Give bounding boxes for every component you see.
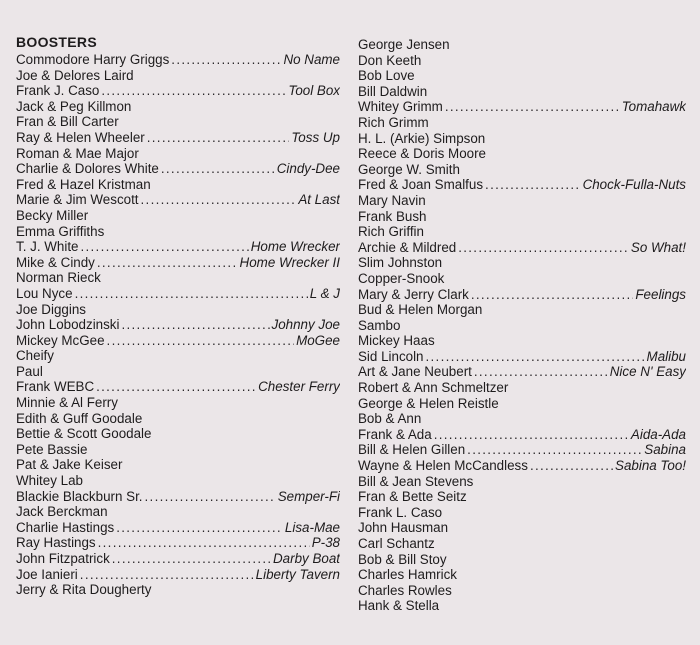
booster-name: Fran & Bette Seitz <box>358 489 467 505</box>
booster-entry <box>16 208 340 224</box>
booster-name: Pete Bassie <box>16 441 88 457</box>
booster-entry <box>16 504 340 520</box>
dot-leader <box>141 192 297 208</box>
boat-name: Aida-Ada <box>630 426 686 442</box>
booster-entry <box>358 505 686 521</box>
booster-entry <box>16 379 340 395</box>
booster-name: Rich Griffin <box>358 224 424 240</box>
booster-name: Bud & Helen Morgan <box>358 302 483 318</box>
booster-entry <box>358 583 686 599</box>
booster-entry <box>358 318 686 334</box>
booster-name: Bill Daldwin <box>358 83 428 99</box>
booster-name: John Fitzpatrick <box>16 551 110 566</box>
dot-leader <box>471 287 634 303</box>
booster-entry <box>358 552 686 568</box>
booster-entry <box>358 598 686 614</box>
booster-entry <box>358 68 686 84</box>
booster-entry <box>358 396 686 412</box>
booster-entry <box>358 146 686 162</box>
booster-entry <box>358 427 686 443</box>
booster-name: Wayne & Helen McCandless <box>358 458 528 474</box>
booster-entry <box>16 68 340 84</box>
booster-entry <box>16 99 340 115</box>
booster-name: Charles Rowles <box>358 582 452 598</box>
boat-name: MoGee <box>296 332 340 348</box>
booster-entry <box>358 84 686 100</box>
boat-name: No Name <box>283 52 340 67</box>
dot-leader <box>116 520 283 536</box>
booster-name: Minnie & Al Ferry <box>16 395 118 411</box>
booster-entry <box>16 551 340 567</box>
dot-leader <box>530 458 613 474</box>
boat-name: Feelings <box>635 286 686 302</box>
section-title: BOOSTERS <box>16 34 97 50</box>
booster-entry <box>16 255 340 271</box>
booster-name: Joe Ianieri <box>16 566 78 582</box>
boat-name: Johnny Joe <box>271 317 340 333</box>
booster-name: Mary & Jerry Clark <box>358 286 469 302</box>
booster-entry <box>16 52 340 68</box>
booster-name: Bill & Helen Gillen <box>358 442 466 458</box>
booster-entry <box>16 426 340 442</box>
booster-entry <box>358 224 686 240</box>
boat-name: P-38 <box>311 535 340 551</box>
booster-entry <box>358 333 686 349</box>
booster-name: Copper-Snook <box>358 270 445 286</box>
booster-entry <box>358 287 686 303</box>
booster-name: Art & Jane Neubert <box>358 364 472 380</box>
booster-entry <box>16 442 340 458</box>
booster-name: Mike & Cindy <box>16 254 95 270</box>
boat-name: Darby Boat <box>273 551 340 566</box>
booster-entry <box>358 193 686 209</box>
booster-name: Jack Berckman <box>16 504 108 520</box>
booster-name: Paul <box>16 363 43 379</box>
boat-name: Malibu <box>646 348 686 364</box>
booster-entry <box>358 115 686 131</box>
boat-name: Chock-Fulla-Nuts <box>582 177 686 193</box>
booster-entry <box>358 240 686 256</box>
booster-name: Frank L. Caso <box>358 504 443 520</box>
booster-name: Hank & Stella <box>358 598 440 614</box>
booster-entry <box>16 224 340 240</box>
booster-entry <box>16 582 340 598</box>
booster-entry <box>16 333 340 349</box>
booster-name: Mickey McGee <box>16 332 105 348</box>
booster-name: Frank WEBC <box>16 379 95 395</box>
booster-entry <box>16 567 340 583</box>
booster-entry <box>16 457 340 473</box>
booster-entry <box>16 411 340 427</box>
boat-name: Liberty Tavern <box>255 566 340 582</box>
booster-entry <box>16 270 340 286</box>
dot-leader <box>145 489 276 505</box>
booster-name: Whitey Lab <box>16 473 83 489</box>
booster-entry <box>358 458 686 474</box>
booster-entry <box>358 131 686 147</box>
booster-entry <box>358 37 686 53</box>
dot-leader <box>474 364 608 380</box>
booster-name: H. L. (Arkie) Simpson <box>358 130 486 146</box>
booster-entry <box>358 255 686 271</box>
boat-name: L & J <box>309 285 340 301</box>
booster-name: Don Keeth <box>358 52 422 68</box>
dot-leader <box>426 349 645 365</box>
booster-name: Jack & Peg Killmon <box>16 98 132 114</box>
booster-entry <box>16 395 340 411</box>
boosters-right-column <box>358 37 686 614</box>
boat-name: Semper-Fi <box>277 488 340 504</box>
booster-name: Slim Johnston <box>358 255 443 271</box>
booster-entry <box>358 474 686 490</box>
booster-entry <box>358 349 686 365</box>
dot-leader <box>445 99 620 115</box>
booster-name: Bob & Bill Stoy <box>358 551 447 567</box>
booster-entry <box>358 302 686 318</box>
dot-leader <box>97 255 238 271</box>
boat-name: Toss Up <box>291 129 340 145</box>
boat-name: So What! <box>630 239 686 255</box>
booster-name: Whitey Grimm <box>358 99 443 115</box>
booster-entry <box>358 177 686 193</box>
booster-entry <box>16 130 340 146</box>
booster-name: Charlie & Dolores White <box>16 161 159 177</box>
booster-name: Fran & Bill Carter <box>16 114 119 130</box>
booster-name: Bettie & Scott Goodale <box>16 426 152 442</box>
boat-name: At Last <box>298 192 340 208</box>
booster-entry <box>358 567 686 583</box>
booster-entry <box>358 53 686 69</box>
booster-entry <box>16 192 340 208</box>
booster-name: Lou Nyce <box>16 285 73 301</box>
booster-name: Ray Hastings <box>16 535 96 551</box>
booster-entry <box>16 489 340 505</box>
booster-entry <box>16 473 340 489</box>
booster-entry <box>16 146 340 162</box>
booster-name: Mickey Haas <box>358 333 435 349</box>
dot-leader <box>75 286 308 302</box>
booster-name: Sambo <box>358 317 401 333</box>
booster-name: Becky Miller <box>16 207 89 223</box>
booster-entry <box>16 364 340 380</box>
dot-leader <box>121 317 269 333</box>
booster-entry <box>358 99 686 115</box>
booster-entry <box>16 348 340 364</box>
booster-name: Charles Hamrick <box>358 567 457 583</box>
boat-name: Chester Ferry <box>258 379 340 395</box>
dot-leader <box>81 239 249 255</box>
boat-name: Tool Box <box>288 83 340 99</box>
dot-leader <box>458 240 629 256</box>
booster-entry <box>16 239 340 255</box>
boat-name: Nice N' Easy <box>609 364 686 380</box>
dot-leader <box>107 333 295 349</box>
booster-entry <box>358 271 686 287</box>
booster-name: Fred & Joan Smalfus <box>358 177 484 193</box>
booster-name: Bob Love <box>358 68 415 84</box>
dot-leader <box>467 442 642 458</box>
boat-name: Sabina <box>644 442 686 458</box>
booster-name: George Jensen <box>358 37 450 52</box>
booster-entry <box>16 520 340 536</box>
dot-leader <box>101 83 286 99</box>
booster-name: Joe & Delores Laird <box>16 67 134 83</box>
booster-name: George W. Smith <box>358 161 460 177</box>
boat-name: Sabina Too! <box>615 458 686 474</box>
booster-entry <box>16 535 340 551</box>
booster-entry <box>16 302 340 318</box>
booster-entry <box>358 209 686 225</box>
booster-entry <box>358 536 686 552</box>
booster-entry <box>16 317 340 333</box>
booster-entry <box>16 177 340 193</box>
dot-leader <box>485 177 581 193</box>
booster-entry <box>358 411 686 427</box>
booster-name: John Hausman <box>358 520 449 536</box>
boat-name: Cindy-Dee <box>276 161 340 177</box>
booster-name: Charlie Hastings <box>16 519 115 535</box>
booster-name: Norman Rieck <box>16 270 101 286</box>
booster-name: John Lobodzinski <box>16 317 120 333</box>
booster-name: T. J. White <box>16 239 79 255</box>
dot-leader <box>434 427 629 443</box>
booster-name: Frank Bush <box>358 208 427 224</box>
dot-leader <box>98 535 310 551</box>
dot-leader <box>96 379 256 395</box>
dot-leader <box>161 161 275 177</box>
booster-name: Frank & Ada <box>358 426 432 442</box>
booster-name: Edith & Guff Goodale <box>16 410 143 426</box>
booster-entry <box>16 161 340 177</box>
boosters-left-column <box>16 52 340 598</box>
booster-name: Carl Schantz <box>358 536 435 551</box>
booster-entry <box>358 364 686 380</box>
booster-name: Commodore Harry Griggs <box>16 52 170 67</box>
booster-name: Reece & Doris Moore <box>358 146 487 162</box>
boat-name: Tomahawk <box>621 99 686 115</box>
booster-entry <box>358 162 686 178</box>
dot-leader <box>112 551 271 567</box>
booster-name: Joe Diggins <box>16 301 86 317</box>
booster-name: George & Helen Reistle <box>358 395 499 411</box>
boat-name: Home Wrecker II <box>239 254 340 270</box>
booster-name: Mary Navin <box>358 192 426 208</box>
booster-name: Cheify <box>16 348 54 364</box>
booster-name: Pat & Jake Keiser <box>16 457 123 473</box>
booster-name: Marie & Jim Wescott <box>16 192 139 208</box>
booster-entry <box>358 380 686 396</box>
booster-name: Fred & Hazel Kristman <box>16 176 151 192</box>
dot-leader <box>147 130 290 146</box>
boat-name: Lisa-Mae <box>284 519 340 535</box>
booster-entry <box>358 442 686 458</box>
booster-name: Blackie Blackburn Sr. <box>16 488 143 504</box>
booster-name: Jerry & Rita Dougherty <box>16 582 152 598</box>
booster-entry <box>358 489 686 505</box>
booster-entry <box>16 286 340 302</box>
booster-name: Emma Griffiths <box>16 223 105 239</box>
booster-name: Rich Grimm <box>358 114 429 130</box>
booster-entry <box>16 83 340 99</box>
booster-name: Archie & Mildred <box>358 239 457 255</box>
booster-entry <box>358 520 686 536</box>
booster-name: Bob & Ann <box>358 411 422 427</box>
booster-name: Frank J. Caso <box>16 83 100 99</box>
dot-leader <box>80 567 254 583</box>
boat-name: Home Wrecker <box>250 239 340 255</box>
booster-name: Sid Lincoln <box>358 348 424 364</box>
dot-leader <box>171 52 281 68</box>
booster-name: Roman & Mae Major <box>16 145 139 161</box>
booster-name: Bill & Jean Stevens <box>358 473 474 489</box>
booster-entry <box>16 114 340 130</box>
booster-name: Ray & Helen Wheeler <box>16 129 145 145</box>
booster-name: Robert & Ann Schmeltzer <box>358 380 509 396</box>
